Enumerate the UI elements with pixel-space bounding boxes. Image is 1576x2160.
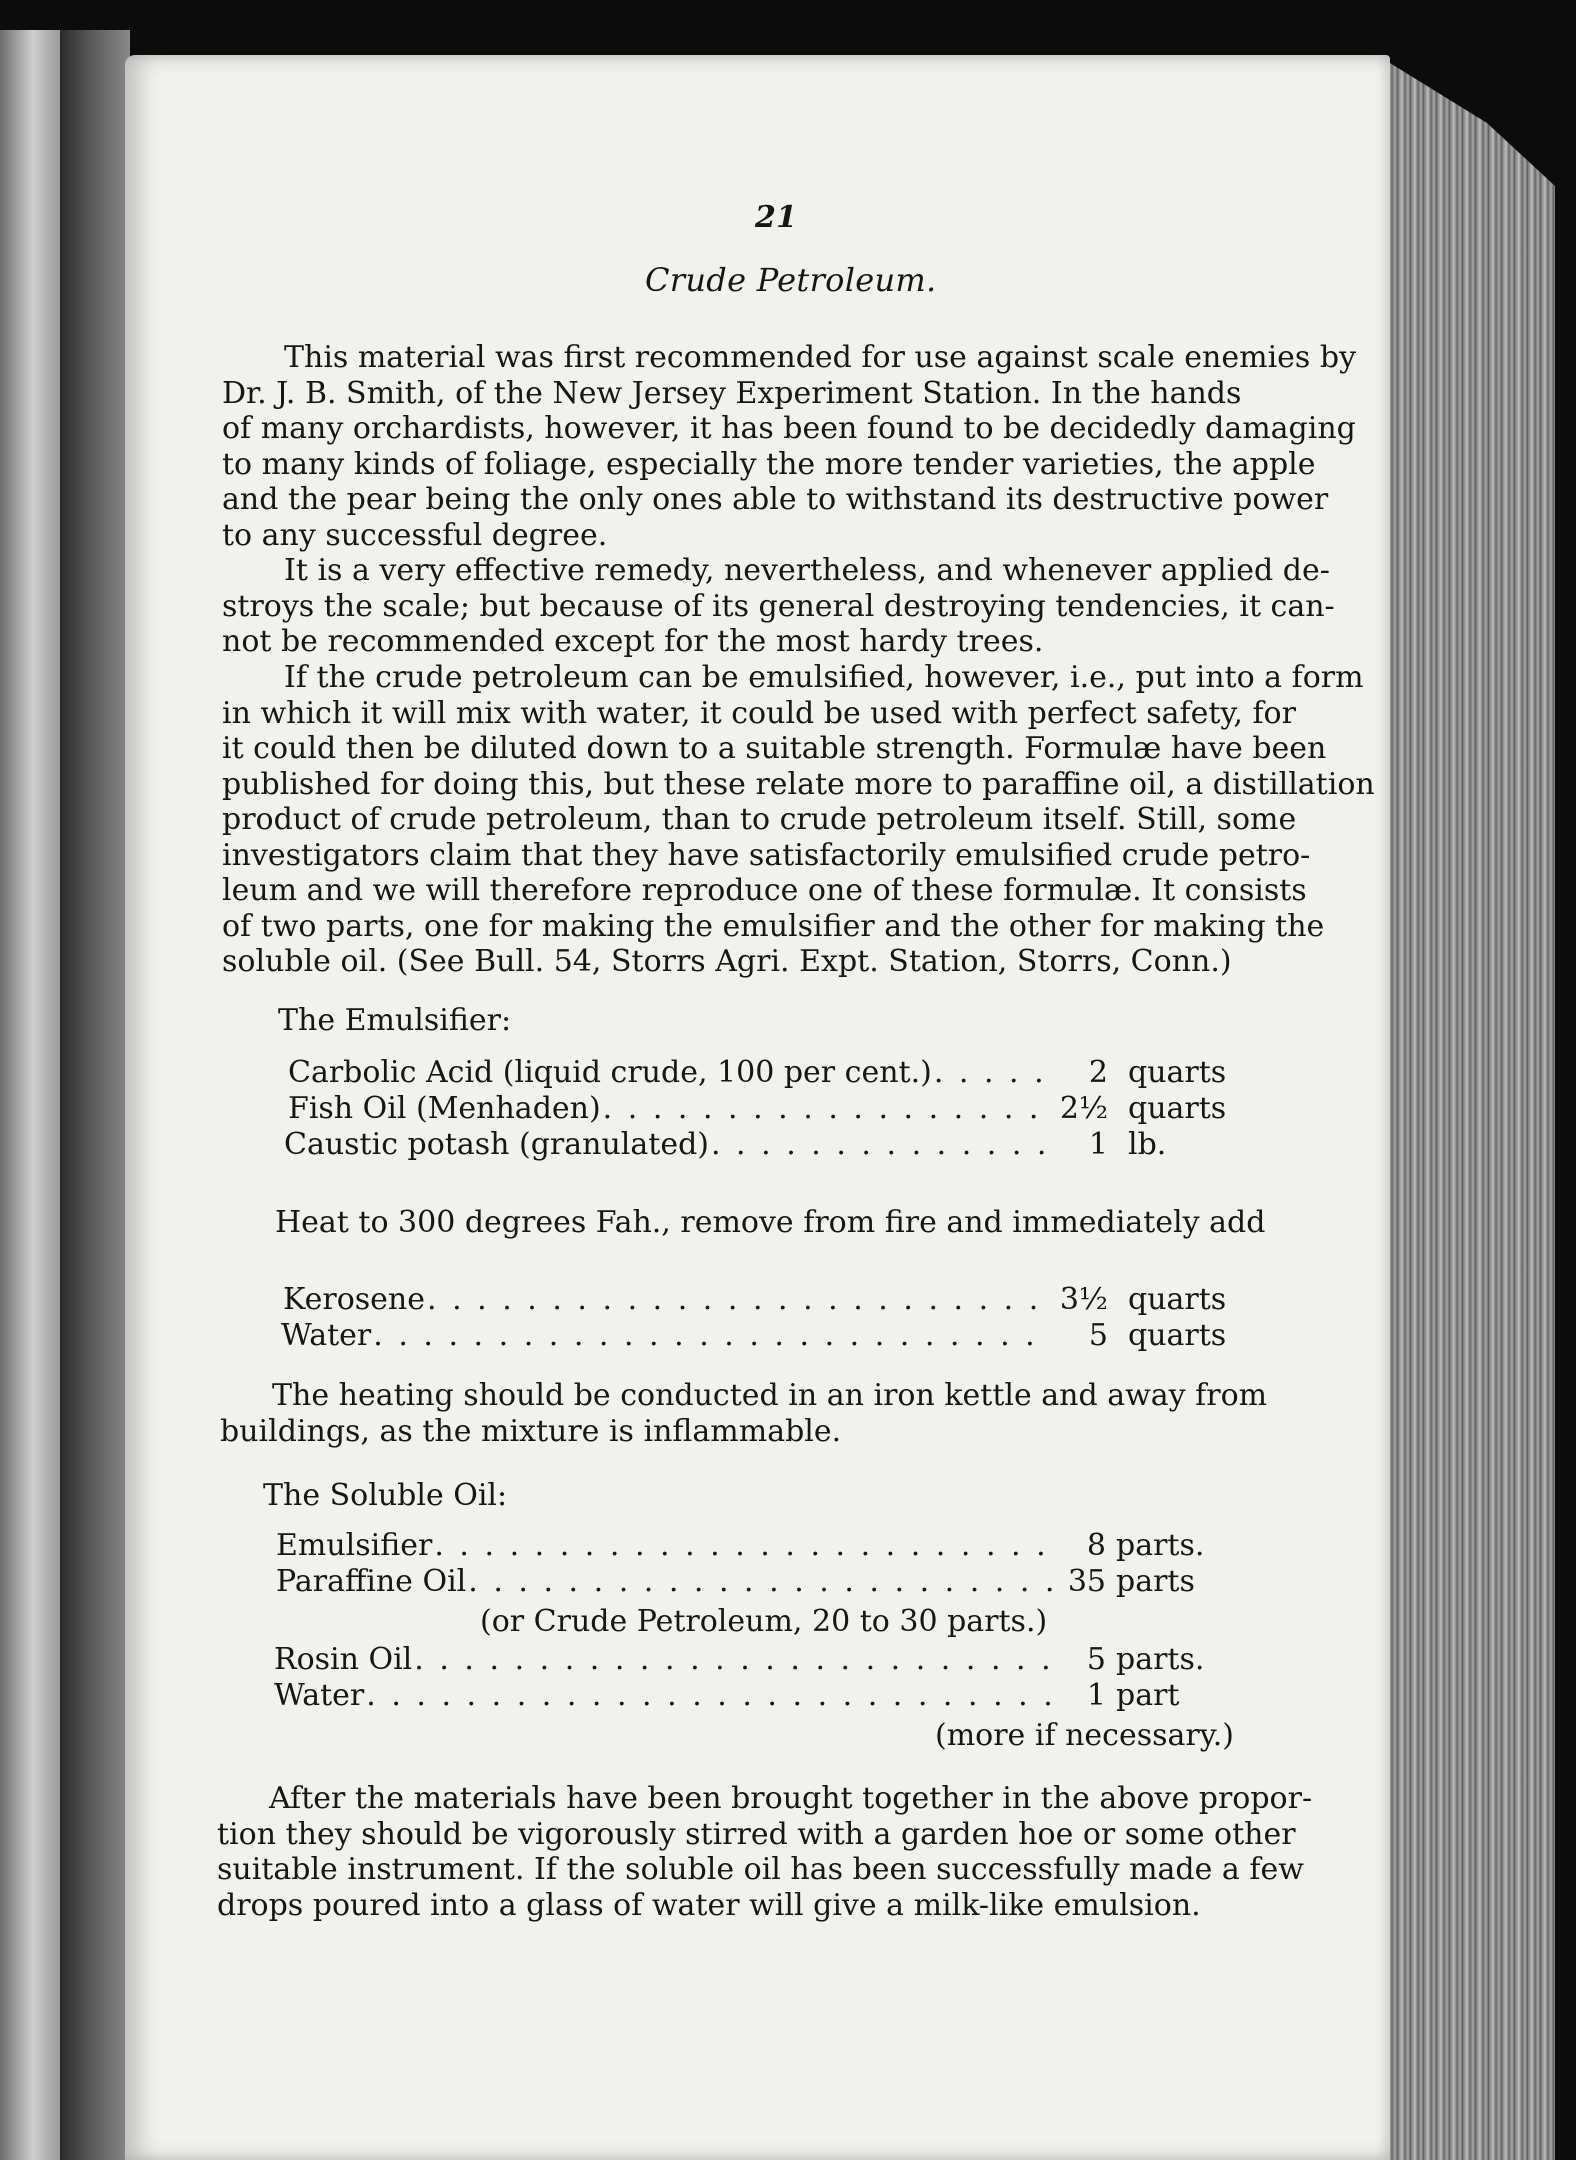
text-line: and the pear being the only ones able to withstand its destructive power	[222, 482, 1329, 517]
ingredient-unit: quarts	[1128, 1055, 1227, 1090]
ingredient-unit: parts	[1116, 1564, 1195, 1599]
ingredient-name: Fish Oil (Menhaden)	[288, 1091, 601, 1126]
recipe-row-caustic-potash	[284, 1127, 1238, 1162]
text-line: to any successful degree.	[222, 517, 608, 553]
recipe-row-carbolic-acid	[288, 1055, 1238, 1090]
recipe-row-water	[281, 1318, 1238, 1353]
ingredient-unit: part	[1116, 1678, 1180, 1713]
ingredient-amount: 2½	[1059, 1091, 1108, 1126]
text-line: published for doing this, but these relate more to paraffine oil, a distillation	[222, 766, 1375, 802]
ingredient-name: Paraffine Oil	[276, 1564, 467, 1599]
text-line: drops poured into a glass of water will give a milk-like emulsion.	[217, 1887, 1201, 1923]
ingredient-amount: 2	[1088, 1055, 1108, 1090]
recipe-row-paraffine-oil	[276, 1564, 1216, 1599]
page-number: 21	[755, 200, 798, 235]
recipe-row-emulsifier	[276, 1528, 1216, 1563]
text-line: not be recommended except for the most hardy trees.	[222, 624, 1044, 659]
text-line: leum and we will therefore reproduce one of these formulæ. It consists	[222, 873, 1307, 908]
paraffine-alternative-note: (or Crude Petroleum, 20 to 30 parts.)	[480, 1604, 1048, 1639]
recipe-row-kerosene	[283, 1282, 1238, 1317]
text-line: investigators claim that they have satisfactorily emulsified crude petro-	[222, 837, 1311, 873]
closing-paragraph	[217, 1781, 1313, 1923]
ingredient-unit: quarts	[1128, 1091, 1227, 1126]
text-line: it could then be diluted down to a suitable strength. Formulæ have been	[222, 731, 1327, 766]
text-line: of many orchardists, however, it has been found to be decidedly damaging	[222, 411, 1356, 446]
ingredient-name: Water	[281, 1318, 372, 1353]
text-line: stroys the scale; but because of its general destroying tendencies, it can-	[222, 588, 1335, 624]
text-line: of two parts, one for making the emulsifier and the other for making the	[222, 908, 1325, 944]
ingredient-name: Kerosene	[283, 1282, 425, 1317]
ingredient-unit: quarts	[1128, 1282, 1227, 1317]
recipe-row-rosin-oil	[274, 1642, 1216, 1677]
text-line: If the crude petroleum can be emulsified, however, i.e., put into a form	[284, 660, 1364, 695]
leader-dots	[711, 1127, 1046, 1162]
leader-dots	[603, 1091, 1046, 1126]
text-line: buildings, as the mixture is inflammable.	[220, 1413, 842, 1449]
ingredient-amount: 1	[1086, 1678, 1106, 1713]
ingredient-name: Rosin Oil	[274, 1642, 413, 1677]
heating-instruction: Heat to 300 degrees Fah., remove from fire and immediately add	[275, 1205, 1266, 1240]
ingredient-amount: 35	[1067, 1564, 1106, 1599]
leader-dots	[373, 1318, 1046, 1353]
facing-page-edge	[0, 30, 60, 2160]
intro-paragraph-3	[222, 660, 1375, 980]
intro-paragraph-1	[222, 340, 1357, 553]
text-line: soluble oil. (See Bull. 54, Storrs Agri. Expt. Station, Storrs, Conn.)	[222, 944, 1232, 979]
text-line: It is a very effective remedy, nevertheless, and whenever applied de-	[284, 553, 1330, 588]
soluble-oil-heading: The Soluble Oil:	[263, 1478, 508, 1513]
ingredient-unit: lb.	[1128, 1127, 1167, 1162]
ingredient-amount: 5	[1088, 1318, 1108, 1353]
ingredient-unit: quarts	[1128, 1318, 1227, 1353]
text-line: After the materials have been brought together in the above propor-	[269, 1781, 1313, 1816]
section-title: Crude Petroleum.	[645, 261, 937, 299]
ingredient-amount: 1	[1088, 1127, 1108, 1162]
leader-dots	[934, 1055, 1046, 1090]
ingredient-unit: parts.	[1116, 1528, 1205, 1563]
ingredient-name: Water	[274, 1678, 365, 1713]
leader-dots	[468, 1564, 1054, 1599]
text-line: This material was first recommended for use against scale enemies by	[284, 340, 1357, 375]
leader-dots	[427, 1282, 1046, 1317]
emulsifier-heading: The Emulsifier:	[278, 1003, 512, 1038]
ingredient-name: Caustic potash (granulated)	[284, 1127, 709, 1162]
text-line: to many kinds of foliage, especially the more tender varieties, the apple	[222, 446, 1316, 482]
heating-note-paragraph	[220, 1378, 1300, 1449]
page-stack-edges	[1385, 60, 1555, 2160]
text-line: suitable instrument. If the soluble oil has been successfully made a few	[217, 1852, 1304, 1887]
ingredient-unit: parts.	[1116, 1642, 1205, 1677]
leader-dots	[434, 1528, 1054, 1563]
text-line: in which it will mix with water, it could be used with perfect safety, for	[222, 695, 1296, 731]
text-line: Dr. J. B. Smith, of the New Jersey Experiment Station. In the hands	[222, 375, 1242, 411]
ingredient-amount: 3½	[1059, 1282, 1108, 1317]
ingredient-amount: 5	[1086, 1642, 1106, 1677]
text-line: tion they should be vigorously stirred with a garden hoe or some other	[217, 1816, 1296, 1852]
recipe-row-water	[274, 1678, 1216, 1713]
water-amount-note: (more if necessary.)	[935, 1718, 1234, 1753]
recipe-row-fish-oil	[288, 1091, 1238, 1126]
book-gutter	[60, 30, 130, 2160]
leader-dots	[414, 1642, 1054, 1677]
text-line: The heating should be conducted in an iron kettle and away from	[272, 1378, 1268, 1413]
intro-paragraph-2	[222, 553, 1335, 660]
ingredient-amount: 8	[1086, 1528, 1106, 1563]
ingredient-name: Carbolic Acid (liquid crude, 100 per cent.)	[288, 1055, 932, 1090]
text-line: product of crude petroleum, than to crude petroleum itself. Still, some	[222, 802, 1297, 837]
ingredient-name: Emulsifier	[276, 1528, 433, 1563]
leader-dots	[366, 1678, 1054, 1713]
